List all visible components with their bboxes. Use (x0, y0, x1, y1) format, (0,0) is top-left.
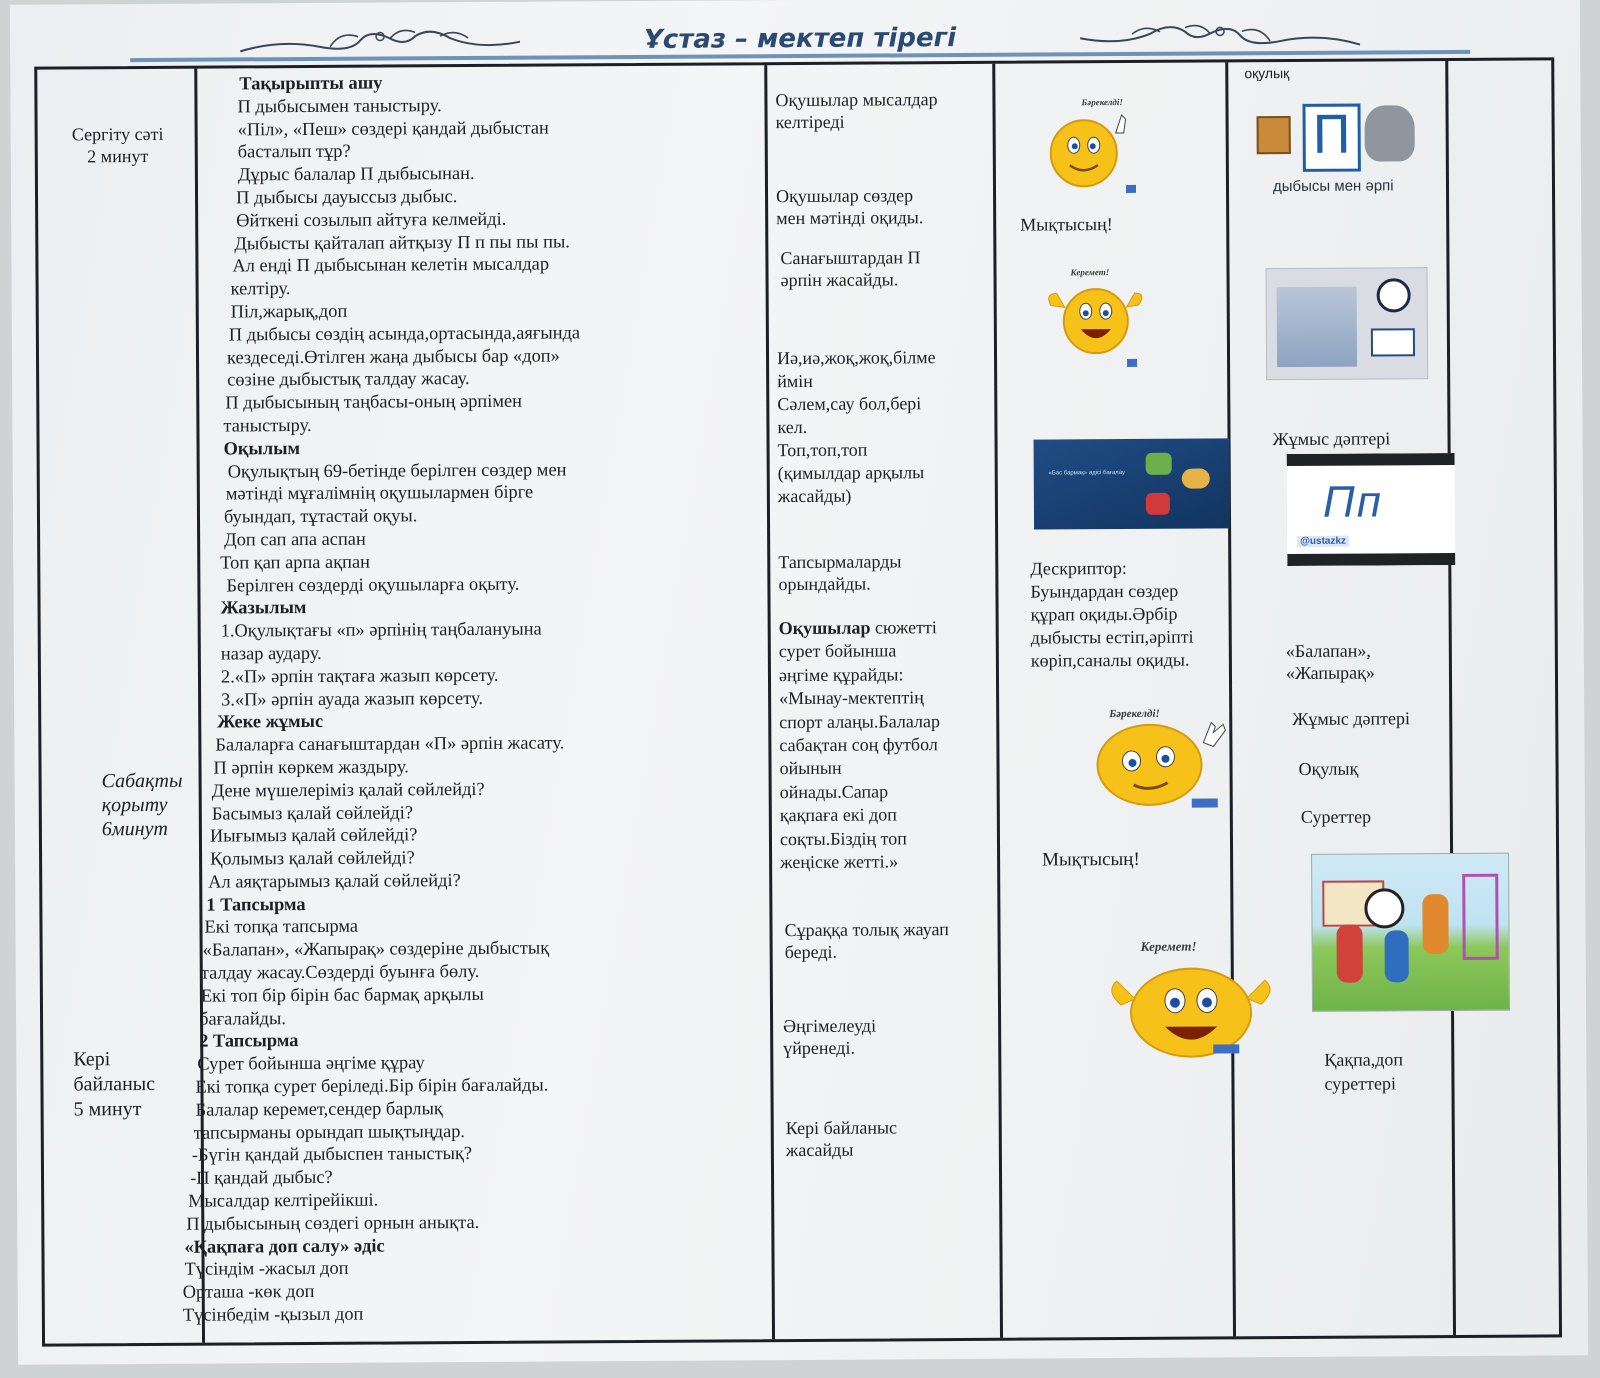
student-g7-l1: Сұраққа толық жауап (784, 919, 949, 941)
student-g9-l2: жасайды (785, 1139, 854, 1161)
thumbs-down-icon (1146, 493, 1170, 515)
student-g2 (776, 184, 923, 229)
teacher-line: Тақырыпты ашу (239, 72, 383, 94)
student-g6-l9: соқты.Біздің топ (779, 828, 907, 849)
resource-jumys-1: Жұмыс дәптері (1272, 428, 1391, 450)
resource-suretter: Суреттер (1300, 806, 1372, 827)
photo-board (1277, 287, 1357, 367)
copybook-image (1287, 453, 1456, 566)
teacher-line: Түсіндім -жасыл доп (184, 1258, 349, 1280)
teacher-line: Басымыз қалай сөйлейді? (211, 801, 414, 824)
teacher-line: Орташа -көк доп (182, 1281, 315, 1303)
resource-word-japyrak: «Жапырақ» (1285, 662, 1375, 684)
teacher-line: Екі топқа сурет беріледі.Бір бірін бағалайды. (195, 1074, 549, 1097)
teacher-line: Балалар керемет,сендер барлық (195, 1098, 443, 1120)
kid-2 (1385, 930, 1409, 982)
descriptor (1030, 557, 1194, 673)
resources-column (1228, 61, 1456, 1336)
student-g2-l2: мен мәтінді оқиды. (776, 207, 924, 229)
smiley-keremet-label: Керемет! (1070, 267, 1110, 278)
teacher-line: Доп сап апа аспан (224, 528, 366, 550)
teacher-line: Екі топ бір бірін бас бармақ арқылы (200, 983, 484, 1006)
teacher-line: 2 Тапсырма (199, 1030, 299, 1052)
resource-kakpa-l2: суреттері (1324, 1073, 1397, 1094)
student-g6-l7: ойнады.Сапар (779, 781, 889, 802)
descriptor-l3: дыбысты естіп,әріпті (1030, 626, 1194, 648)
student-g3 (780, 246, 920, 291)
teacher-line: 3.«П» әрпін ауада жазып көрсету. (221, 687, 483, 710)
stage-korytu-time: 6минут (101, 817, 168, 841)
student-g6-l2: әңгіме құрайды: (778, 664, 904, 685)
copybook-band-bottom (1287, 553, 1455, 566)
classroom-photo (1265, 267, 1428, 380)
student-g4-l3: Сәлем,сау бол,бері (777, 393, 922, 415)
teacher-line: назар аудару. (220, 642, 322, 664)
teacher-line: Ал енді П дыбысынан келетін мысалдар (232, 253, 550, 276)
teacher-line: кездеседі.Өтілген жаңа дыбысы бар «доп» (226, 345, 560, 368)
elephant-icon (1365, 105, 1415, 161)
student-g6-l3: «Мынау-мектептің (779, 687, 924, 709)
teacher-line: Дыбысты қайталап айтқызу П п пы пы пы. (234, 230, 570, 254)
myktysyn-label-1: Мықтысың! (1020, 214, 1113, 235)
student-g3-l1: Санағыштардан П (780, 247, 921, 269)
letter-caption: дыбысы мен әрпі (1272, 177, 1394, 196)
stage-sergitu-label: Сергіту сәті (71, 123, 164, 145)
teacher-line: Топ қап арпа ақпан (220, 551, 371, 573)
teacher-line: тапсырманы орындап шықтыңдар. (193, 1120, 466, 1143)
student-g7-l2: береді. (784, 941, 838, 963)
resource-kakpa-l1: Қақпа,доп (1324, 1049, 1404, 1070)
page-title: Ұстаз – мектеп тірегі (643, 23, 957, 55)
teacher-line: сөзіне дыбыстық талдау жасау. (227, 368, 470, 390)
thumb-side-icon (1182, 468, 1210, 488)
stage-keri (73, 1047, 155, 1122)
student-g4-l4: кел. (777, 416, 808, 438)
student-g6-l1: сурет бойынша (778, 640, 897, 662)
student-g4-l2: ймін (777, 370, 813, 392)
resource-okulyk-top: оқулық (1244, 64, 1290, 82)
teacher-activity-text (182, 70, 586, 1326)
student-g8-l1: Әңгімелеуді (783, 1015, 877, 1037)
smiley-barekeldi-icon (1035, 93, 1146, 194)
slide-caption: «Бас бармақ» әдісі бағалау (1048, 470, 1125, 477)
teacher-line: Түсінбедім -қызыл доп (182, 1303, 364, 1325)
resource-words (1286, 639, 1375, 684)
teacher-line: «Піл», «Пеш» сөздері қандай дыбыстан (237, 117, 549, 140)
watermark: @ustazkz (1297, 536, 1349, 547)
teacher-line: П дыбысының таңбасы-оның әрпімен (225, 390, 523, 413)
stage-korytu (102, 769, 183, 841)
student-g6 (779, 616, 941, 874)
stage-sergitu (48, 123, 188, 168)
stage-korytu-label-1: Сабақты (101, 769, 183, 793)
teacher-line: мәтінді мұғалімнің оқушылармен бірге (225, 481, 534, 504)
photo-card (1371, 328, 1415, 356)
smiley-barekeldi-2-label: Бәрекелді! (1109, 707, 1160, 721)
student-g6-rest: сюжетті (870, 617, 937, 638)
teacher-line: 2.«П» әрпін тақтаға жазып көрсету. (220, 664, 499, 687)
thumbs-up-icon (1146, 453, 1172, 475)
teacher-line: Өйткені созылып айтуға келмейді. (236, 208, 507, 231)
smiley-keremet-icon (1040, 263, 1151, 364)
student-g5-l1: Тапсырмаларды (778, 551, 902, 573)
teacher-line: талдау жасау.Сөздерді буынға бөлу. (200, 961, 480, 983)
football-kids-image (1311, 853, 1510, 1012)
teacher-line: -Бүгін қандай дыбыспен таныстық? (191, 1143, 473, 1166)
teacher-line: П дыбысы дауыссыз дыбыс. (235, 186, 458, 208)
ball-icon (1377, 278, 1411, 312)
teacher-line: басталып тұр? (237, 141, 351, 162)
student-g5-l2: орындайды. (778, 573, 871, 595)
student-g1 (775, 88, 937, 133)
teacher-line: П әрпін көркем жаздыру. (213, 756, 409, 778)
descriptor-l2: құрап оқиды.Әрбір (1030, 603, 1178, 625)
lesson-plan-table (34, 57, 1562, 1346)
stage-sergitu-time: 2 минут (87, 145, 149, 167)
teacher-line: «Балапан», «Жапырақ» сөздеріне дыбыстық (202, 937, 550, 960)
student-g6-l0 (779, 616, 940, 640)
teacher-line: Берілген сөздерді оқушыларға оқыту. (226, 573, 520, 596)
student-g4 (777, 346, 937, 508)
teacher-line: П дыбысы сөздің асында,ортасында,аяғында (228, 322, 581, 345)
page-header (130, 14, 1470, 64)
teacher-line: Дұрыс балалар П дыбысынан. (237, 163, 475, 185)
teacher-line: Иығымыз қалай сөйлейді? (209, 824, 418, 846)
slide-nav-marker-1 (1126, 185, 1136, 193)
student-g1-l2: келтіреді (775, 111, 845, 133)
stage-keri-label-2: байланыс (73, 1072, 156, 1096)
student-g6-bold: Оқушылар (778, 617, 871, 639)
goal-post (1462, 874, 1499, 960)
teacher-line: -П қандай дыбыс? (189, 1167, 333, 1188)
cursive-pp: Пп (1322, 477, 1384, 527)
student-g5 (778, 550, 901, 595)
student-g4-l1: Иә,иә,жоқ,жоқ,білме (776, 347, 936, 369)
student-g7 (784, 918, 949, 963)
student-g6-l10: жеңіске жетті.» (780, 851, 899, 873)
descriptor-l1: Буындардан сөздер (1030, 580, 1179, 602)
student-g9 (786, 1116, 898, 1161)
teacher-line: буындап, тұтастай оқуы. (223, 505, 418, 527)
student-g6-l5: сабақтан соң футбол (779, 734, 938, 756)
student-activity-column (767, 64, 1003, 1339)
kid-1 (1337, 925, 1363, 983)
teacher-line: П дыбысының сөздегі орнын анықта. (186, 1211, 480, 1234)
descriptor-l4: көріп,саналы оқиды. (1030, 649, 1190, 671)
letter-p-glyph: П (1302, 104, 1360, 172)
teacher-line: таныстыру. (223, 414, 312, 436)
stage-keri-time: 5 минут (73, 1098, 142, 1121)
teacher-line: Екі топқа тапсырма (204, 916, 359, 938)
teacher-line: 1.Оқулықтағы «п» әрпінің таңбалануына (220, 618, 542, 641)
resource-okulyk: Оқулық (1298, 758, 1359, 779)
slide-nav-marker-3 (1192, 798, 1218, 807)
teacher-line: Оқылым (223, 437, 301, 459)
copybook-band-top (1287, 453, 1455, 466)
teacher-line: «Қақпаға доп салу» әдіс (184, 1235, 385, 1257)
slide-nav-marker-2 (1127, 359, 1137, 367)
student-g6-l4: спорт алаңы.Балалар (779, 710, 941, 732)
ornament-right-icon (1080, 19, 1360, 53)
student-g6-l8: қақпаға екі доп (779, 804, 897, 826)
teacher-line: келтіру. (230, 278, 291, 299)
stage-korytu-label-2: қорыту (101, 793, 168, 817)
myktysyn-label-2: Мықтысың! (1042, 848, 1140, 871)
descriptor-title: Дескриптор: (1030, 557, 1127, 579)
student-g4-l5: Топ,топ,топ (777, 439, 868, 461)
teacher-line: 1 Тапсырма (206, 893, 306, 915)
student-g9-l1: Кері байланыс (785, 1117, 898, 1139)
smiley-barekeldi-2-icon (1079, 702, 1240, 813)
student-g4-l6: (қимылдар арқылы (777, 462, 925, 484)
smiley-keremet-2-label: Керемет! (1140, 938, 1197, 954)
student-g2-l1: Оқушылар сөздер (775, 185, 914, 207)
teacher-line: Сурет бойынша әңгіме құрау (197, 1052, 425, 1074)
teacher-activity-column (182, 65, 775, 1342)
letter-card-image (1242, 81, 1419, 212)
teacher-line: Мысалдар келтірейікші. (188, 1189, 379, 1211)
thumb-slide-image (1034, 438, 1231, 529)
teacher-line: Ал аяқтарымыз қалай сөйлейді? (208, 869, 461, 892)
resource-jumys-2: Жұмыс дәптері (1292, 708, 1411, 729)
teacher-line: Дене мүшелеріміз қалай сөйлейді? (211, 778, 485, 801)
student-g8-l2: үйренеді. (783, 1037, 855, 1059)
teacher-line: Піл,жарық,доп (230, 300, 348, 322)
resource-word-balapan: «Балапан», (1285, 640, 1371, 662)
stove-icon (1257, 116, 1291, 154)
student-g8 (783, 1015, 876, 1060)
teacher-line: Оқулықтың 69-бетінде берілген сөздер мен (227, 458, 567, 482)
stage-keri-label-1: Кері (73, 1048, 111, 1071)
assessment-column (995, 62, 1236, 1337)
student-g1-l1: Оқушылар мысалдар (775, 89, 938, 111)
document-sheet (10, 0, 1588, 1365)
kid-3 (1422, 894, 1448, 954)
resource-kakpa (1324, 1047, 1403, 1095)
teacher-line: Жазылым (220, 597, 307, 618)
football-icon (1364, 888, 1404, 928)
stage-column (37, 69, 205, 1344)
smiley-barekeldi-label: Бәрекелді! (1081, 97, 1123, 108)
teacher-line: Қолымыз қалай сөйлейді? (210, 847, 415, 869)
teacher-line: П дыбысымен таныстыру. (237, 94, 442, 117)
teacher-line: Балаларға санағыштардан «П» әрпін жасату. (215, 732, 565, 755)
teacher-line: бағалайды. (198, 1007, 287, 1029)
student-g6-l6: ойынын (779, 758, 842, 779)
student-g3-l2: әрпін жасайды. (780, 269, 899, 291)
student-g4-l7: жасайды) (777, 485, 852, 507)
teacher-line: Жеке жұмыс (217, 711, 324, 732)
